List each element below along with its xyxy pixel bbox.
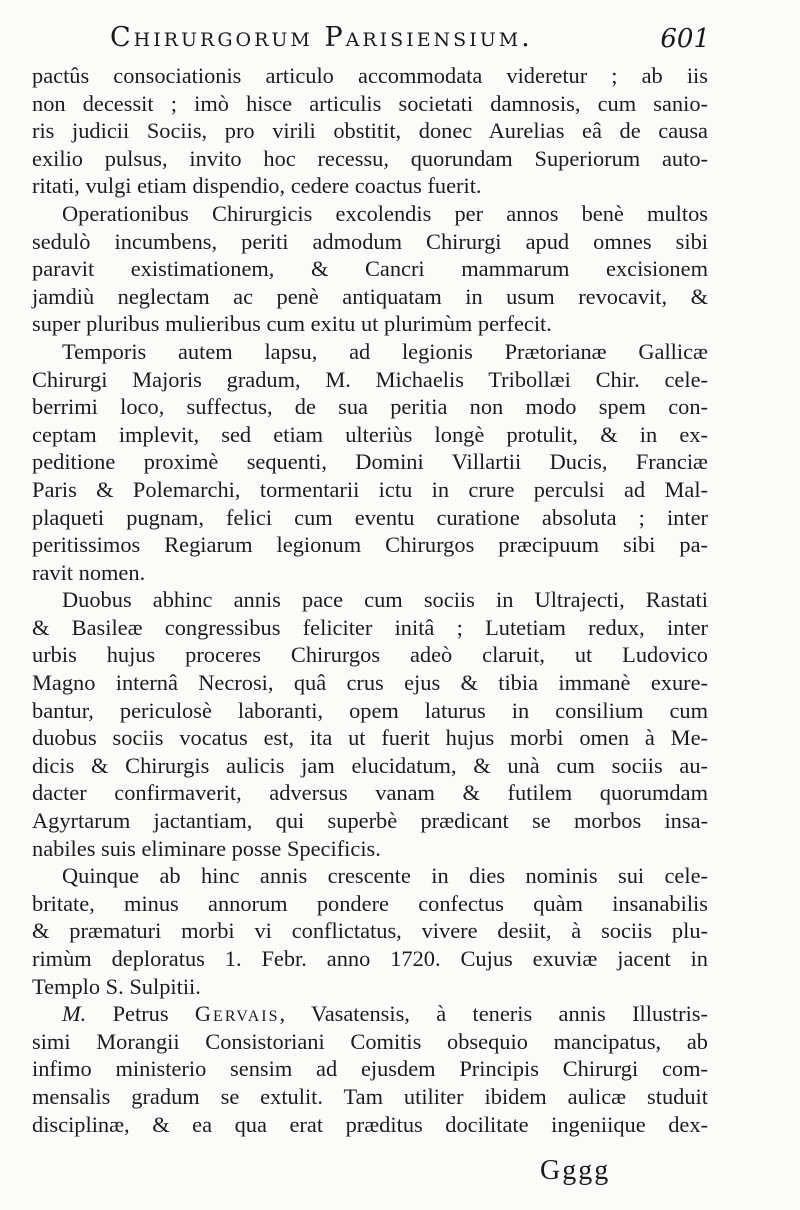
person-surname: Gervais [194, 1001, 280, 1027]
text-line: peritissimos Regiarum legionum Chirurgos præcipuum sibi pa- [32, 532, 708, 558]
text-line: ravit nomen. [32, 559, 146, 585]
text-line: ritati, vulgi etiam dispendio, cedere coactus fuerit. [32, 173, 482, 199]
text-line: nabiles suis eliminare posse Specificis. [32, 835, 381, 861]
text-line: peditione proximè sequenti, Domini Villartii Ducis, Franciæ [32, 449, 708, 475]
text-line: ris judicii Sociis, pro virili obstitit, donec Aurelias eâ de causa [32, 118, 708, 144]
text-line: super pluribus mulieribus cum exitu ut plurimùm perfecit. [32, 311, 552, 337]
text-line: plaqueti pugnam, felici cum eventu curatione absoluta ; inter [32, 504, 708, 530]
text-line: Chirurgi Majoris gradum, M. Michaelis Tribollæi Chir. cele- [32, 366, 708, 392]
body-text [32, 62, 708, 1138]
text-line: dicis & Chirurgis aulicis jam elucidatum, & unà cum sociis au- [32, 752, 708, 778]
text-line: simi Morangii Consistoriani Comitis obsequio mancipatus, ab [32, 1028, 708, 1054]
text-line: disciplinæ, & ea qua erat præditus docilitate ingeniique dex- [32, 1111, 708, 1137]
page-number: 601 [660, 24, 710, 54]
text-line: Operationibus Chirurgicis excolendis per annos benè multos [62, 200, 708, 226]
text-line: pactûs consociationis articulo accommodata videretur ; ab iis [32, 63, 708, 88]
text-line: bantur, periculosè laboranti, opem laturus in consilium cum [32, 697, 708, 723]
text-line: berrimi loco, suffectus, de sua peritia non modo spem con- [32, 394, 708, 420]
text-line: Templo S. Sulpitii. [32, 973, 201, 999]
text-line: rimùm deploratus 1. Febr. anno 1720. Cujus exuviæ jacent in [32, 946, 708, 971]
text-line: Paris & Polemarchi, tormentarii ictu in crure perculsi ad Mal- [32, 476, 708, 502]
text-line: sedulò incumbens, periti admodum Chirurgi apud omnes sibi [32, 228, 708, 254]
text-line: ceptam implevit, sed etiam ulteriùs longè protulit, & in ex- [32, 421, 708, 447]
text-line: dacter confirmaverit, adversus vanam & futilem quorumdam [32, 780, 708, 806]
text-line: non decessit ; imò hisce articulis societati damnosis, cum sanio- [32, 90, 708, 116]
text-line: duobus sociis vocatus est, ita ut fuerit hujus morbi omen à Me- [32, 725, 708, 751]
text-line: exilio pulsus, invito hoc recessu, quorundam Superiorum auto- [32, 145, 708, 171]
running-title: Chirurgorum Parisiensium. [110, 22, 533, 53]
text-line: infimo ministerio sensim ad ejusdem Principis Chirurgi com- [32, 1056, 708, 1082]
person-forename: Petrus [112, 1001, 169, 1027]
text-line: britate, minus annorum pondere confectus quàm insanabilis [32, 890, 708, 916]
text-line: Magno internâ Necrosi, quâ crus ejus & tibia immanè exure- [32, 670, 708, 696]
text-line: & præmaturi morbi vi conflictatus, vivere desiit, à sociis plu- [32, 918, 708, 944]
catchword: Gggg [540, 1155, 611, 1186]
text-line: Quinque ab hinc annis crescente in dies nominis sui cele- [62, 863, 708, 889]
running-head [110, 22, 710, 62]
text-line: paravit existimationem, & Cancri mammarum excisionem [32, 256, 708, 282]
text-line: Temporis autem lapsu, ad legionis Prætorianæ Gallicæ [62, 338, 708, 364]
text-line: Agyrtarum jactantiam, qui superbè prædicant se morbos insa- [32, 808, 708, 834]
text-line: mensalis gradum se extulit. Tam utiliter ibidem aulicæ studuit [32, 1083, 708, 1109]
text-line-entry [32, 1000, 708, 1028]
entry-marker: M. [62, 1001, 87, 1027]
text-line: & Basileæ congressibus feliciter initâ ; Lutetiam redux, inter [32, 614, 708, 640]
text-line: jamdiù neglectam ac penè antiquatam in usum revocavit, & [32, 283, 708, 309]
text-line: Duobus abhinc annis pace cum sociis in Ultrajecti, Rastati [62, 587, 708, 613]
text-line: urbis hujus proceres Chirurgos adeò claruit, ut Ludovico [32, 642, 708, 668]
entry-continuation: , Vasatensis, à teneris annis Illustris- [279, 1001, 708, 1027]
